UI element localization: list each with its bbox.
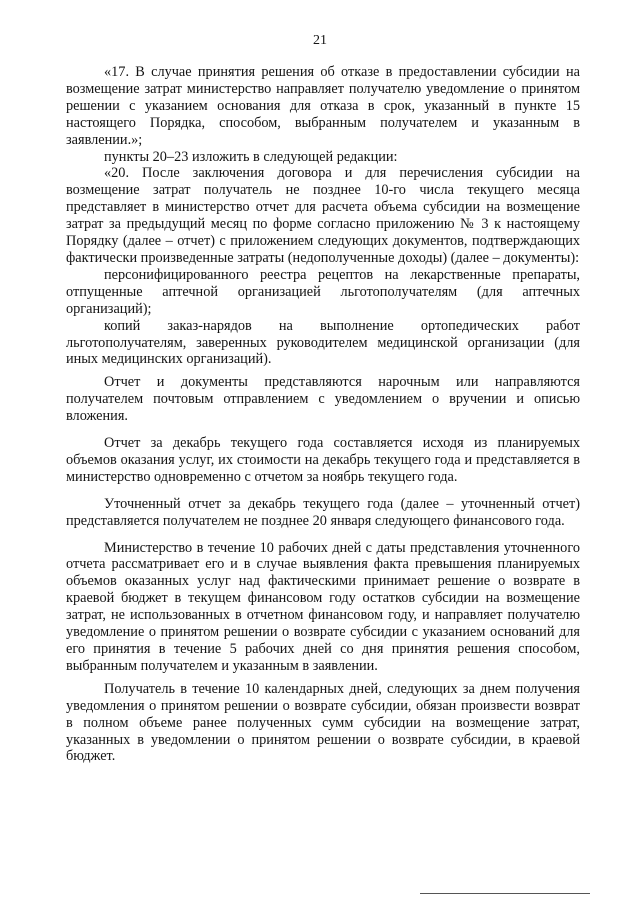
paragraph-refund: Получатель в течение 10 календарных дней, следующих за днем получения уведомления о принятом решении о возврате субсидии, обязан произвести возврат в полном объеме ранее полученных сумм субсидии на возмещение затрат, указанных в уведомлении о принятом решении о возврате субсидии, в краевой бюджет. [66,680,580,765]
footer-divider [420,893,590,894]
paragraph-ministry-review: Министерство в течение 10 рабочих дней с даты представления уточненного отчета рассматривает его и в случае выявления факта превышения планируемых объемов оказанных услуг над фактическими принимает решение о возврате в краевой бюджет в текущем финансовом году остатков субсидии на возмещение затрат, не использованных в отчетном финансовом году, и направляет получателю уведомление о принятом решении о возврате субсидии с указанием оснований для его принятия в течение 5 рабочих дней со дня принятия решения способом, выбранным получателем и указанным в заявлении. [66,539,580,674]
paragraph-20: «20. После заключения договора и для перечисления субсидии на возмещение затрат получатель не позднее 10-го числа текущего месяца представляет в министерство отчет для расчета объема субсидии на возмещение затрат за предыдущий месяц по форме согласно приложению № 3 к настоящему Порядку (далее – отчет) с приложением следующих документов, подтверждающих фактически произведенные затраты (недополученные доходы) (далее – документы): [66,165,580,266]
paragraph-orders-item: копий заказ-нарядов на выполнение ортопедических работ льготополучателям, заверенных руководителем медицинской организации (для иных медицинских организаций). [66,317,580,368]
paragraph-registry-item: персонифицированного реестра рецептов на лекарственные препараты, отпущенные аптечной организацией льготополучателям (для аптечных организаций); [66,266,580,317]
document-body [66,64,580,765]
page-number: 21 [313,33,327,48]
paragraph-amendment-intro: пункты 20–23 изложить в следующей редакции: [104,148,398,165]
paragraph-17: «17. В случае принятия решения об отказе в предоставлении субсидии на возмещение затрат министерство направляет получателю уведомление о принятом решении с указанием основания для отказа в срок, указанный в пункте 15 настоящего Порядка, способом, выбранным получателем и указанным в заявлении.»; [66,64,580,148]
paragraph-december-report: Отчет за декабрь текущего года составляется исходя из планируемых объемов оказания услуг, их стоимости на декабрь текущего года и представляется в министерство одновременно с отчетом за ноябрь текущего года. [66,435,580,485]
paragraph-submission: Отчет и документы представляются нарочным или направляются получателем почтовым отправлением с уведомлением о вручении и описью вложения. [66,374,580,425]
paragraph-refined-report: Уточненный отчет за декабрь текущего года (далее – уточненный отчет) представляется получателем не позднее 20 января следующего финансового года. [66,495,580,529]
